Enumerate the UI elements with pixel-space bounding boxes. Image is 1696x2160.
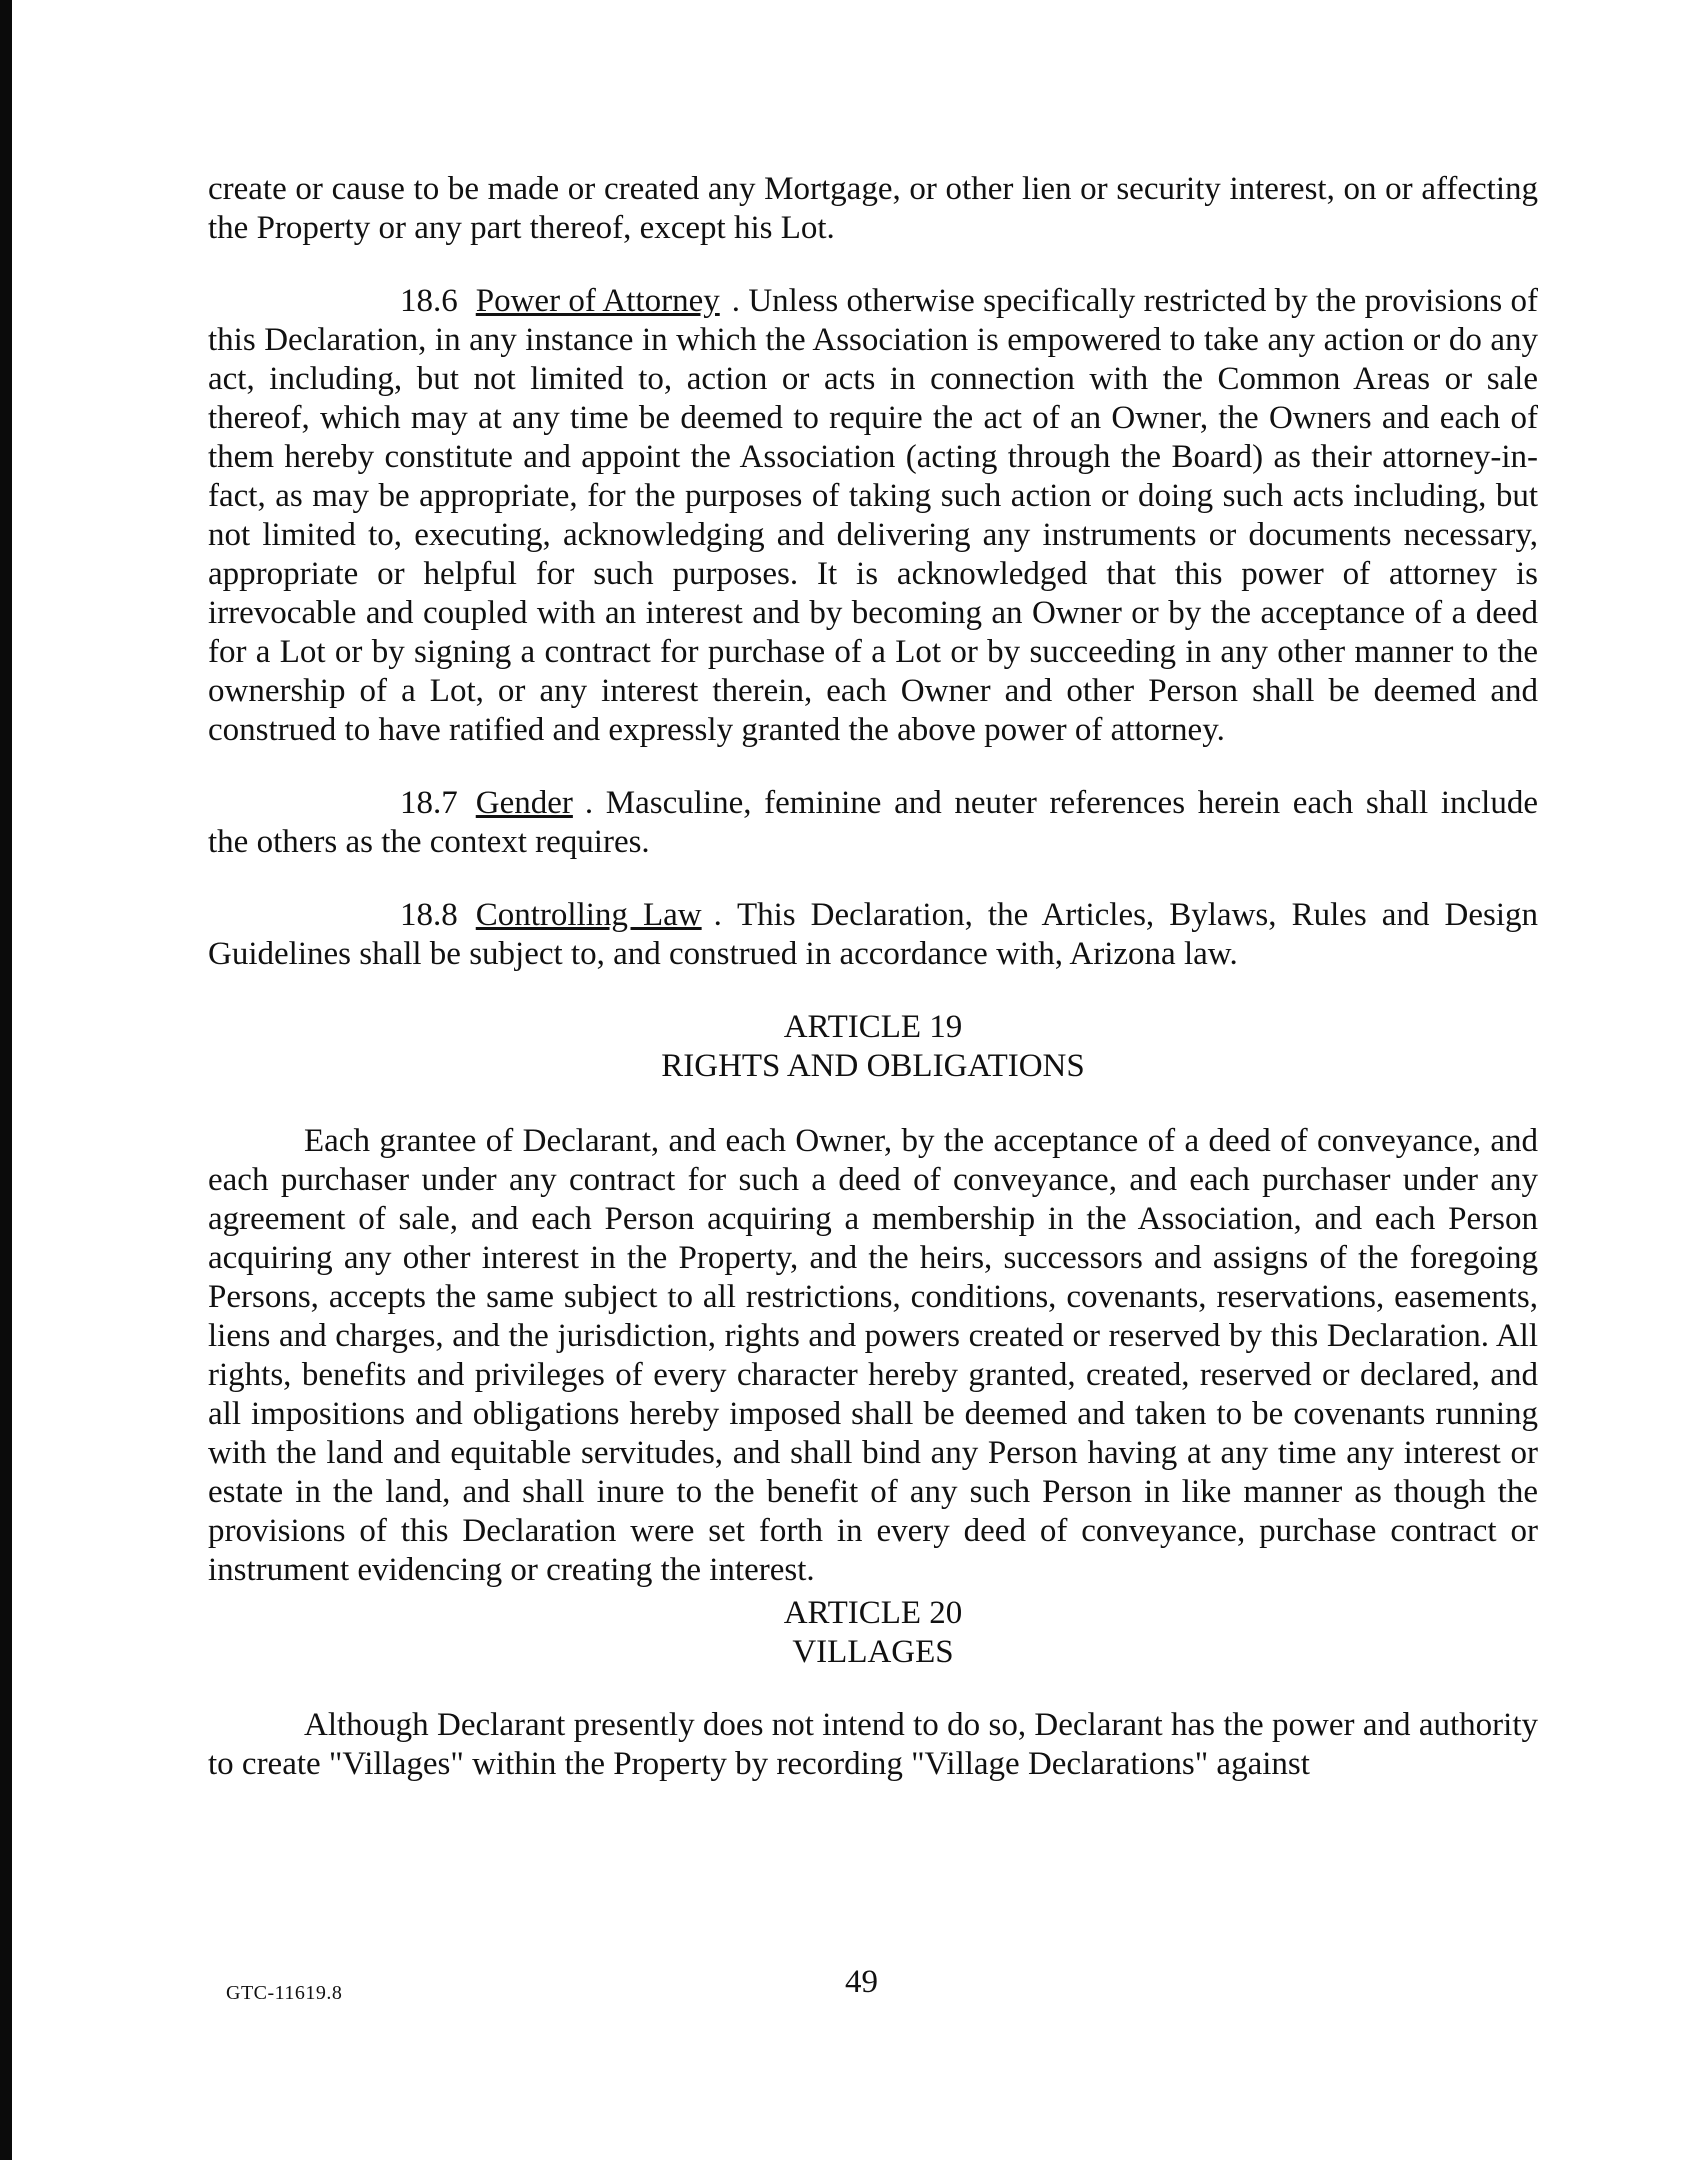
section-18-8: 18.8 Controlling Law . This Declaration, the Articles, Bylaws, Rules and Design Guidelines shall be subject to, and construed in accordance with, Arizona law. [208,897,1538,972]
document-code: GTC-11619.8 [226,1982,343,2004]
section-title: Controlling Law [475,897,702,933]
section-title: Power of Attorney [475,283,720,319]
document-page [208,170,1538,1784]
scan-edge [0,0,12,2160]
section-number: 18.8 [400,897,458,933]
article-20-heading: ARTICLE 20 [783,1595,963,1631]
section-title: Gender [475,785,573,821]
page-number: 49 [845,1964,878,2000]
section-text: Masculine, feminine and neuter references herein each shall include the others as the context requires. [208,785,1538,860]
article-19-title: RIGHTS AND OBLIGATIONS [661,1048,1085,1084]
article-20-title: VILLAGES [792,1634,954,1670]
section-18-7: 18.7 Gender . Masculine, feminine and neuter references herein each shall include the others as the context requires. [208,785,1538,860]
article-20-paragraph: Although Declarant presently does not intend to do so, Declarant has the power and authority to create "Villages" within the Property by recording "Village Declarations" against [208,1707,1538,1782]
section-18-6: 18.6 Power of Attorney . Unless otherwise specifically restricted by the provisions of this Declaration, in any instance in which the Association is empowered to take any action or do any act, including, but not limited to, action or acts in connection with the Common Areas or sale thereof, which may at any time be deemed to require the act of an Owner, the Owners and each of them hereby constitute and appoint the Association (acting through the Board) as their attorney-in-fact, as may be appropriate, for the purposes of taking such action or doing such acts including, but not limited to, executing, acknowledging and delivering any instruments or documents necessary, appropriate or helpful for such purposes. It is acknowledged that this power of attorney is irrevocable and coupled with an interest and by becoming an Owner or by the acceptance of a deed for a Lot or by signing a contract for purchase of a Lot or by succeeding in any other manner to the ownership of a Lot, or any interest therein, each Owner and other Person shall be deemed and construed to have ratified and expressly granted the above power of attorney. [208,283,1539,748]
article-19-paragraph: Each grantee of Declarant, and each Owner, by the acceptance of a deed of conveyance, and each purchaser under any contract for such a deed of conveyance, and each purchaser under any agreement of sale, and each Person acquiring a membership in the Association, and each Person acquiring any other interest in the Property, and the heirs, successors and assigns of the foregoing Persons, accepts the same subject to all restrictions, conditions, covenants, reservations, easements, liens and charges, and the jurisdiction, rights and powers created or reserved by this Declaration. All rights, benefits and privileges of every character hereby granted, created, reserved or declared, and all impositions and obligations hereby imposed shall be deemed and taken to be covenants running with the land and equitable servitudes, and shall bind any Person having at any time any interest or estate in the land, and shall inure to the benefit of any such Person in like manner as though the provisions of this Declaration were set forth in every deed of conveyance, purchase contract or instrument evidencing or creating the interest. [208,1123,1538,1588]
section-number: 18.7 [400,785,458,821]
intro-paragraph: create or cause to be made or created any Mortgage, or other lien or security interest, on or affecting the Property or any part thereof, except his Lot. [208,171,1538,246]
section-text: Unless otherwise specifically restricted by the provisions of this Declaration, in any instance in which the Association is empowered to take any action or do any act, including, but not limited to, action or acts in connection with the Common Areas or sale thereof, which may at any time be deemed to require the act of an Owner, the Owners and each of them hereby constitute and appoint the Association (acting through the Board) as their attorney-in-fact, as may be appropriate, for the purposes of taking such action or doing such acts including, but not limited to, executing, acknowledging and delivering any instruments or documents necessary, appropriate or helpful for such purposes. It is acknowledged that this power of attorney is irrevocable and coupled with an interest and by becoming an Owner or by the acceptance of a deed for a Lot or by signing a contract for purchase of a Lot or by succeeding in any other manner to the ownership of a Lot, or any interest therein, each Owner and other Person shall be deemed and construed to have ratified and expressly granted the above power of attorney. [208,283,1539,748]
article-19-heading: ARTICLE 19 [783,1009,963,1045]
section-number: 18.6 [400,283,458,319]
section-text: This Declaration, the Articles, Bylaws, Rules and Design Guidelines shall be subject to, and construed in accordance with, Arizona law. [208,897,1538,972]
